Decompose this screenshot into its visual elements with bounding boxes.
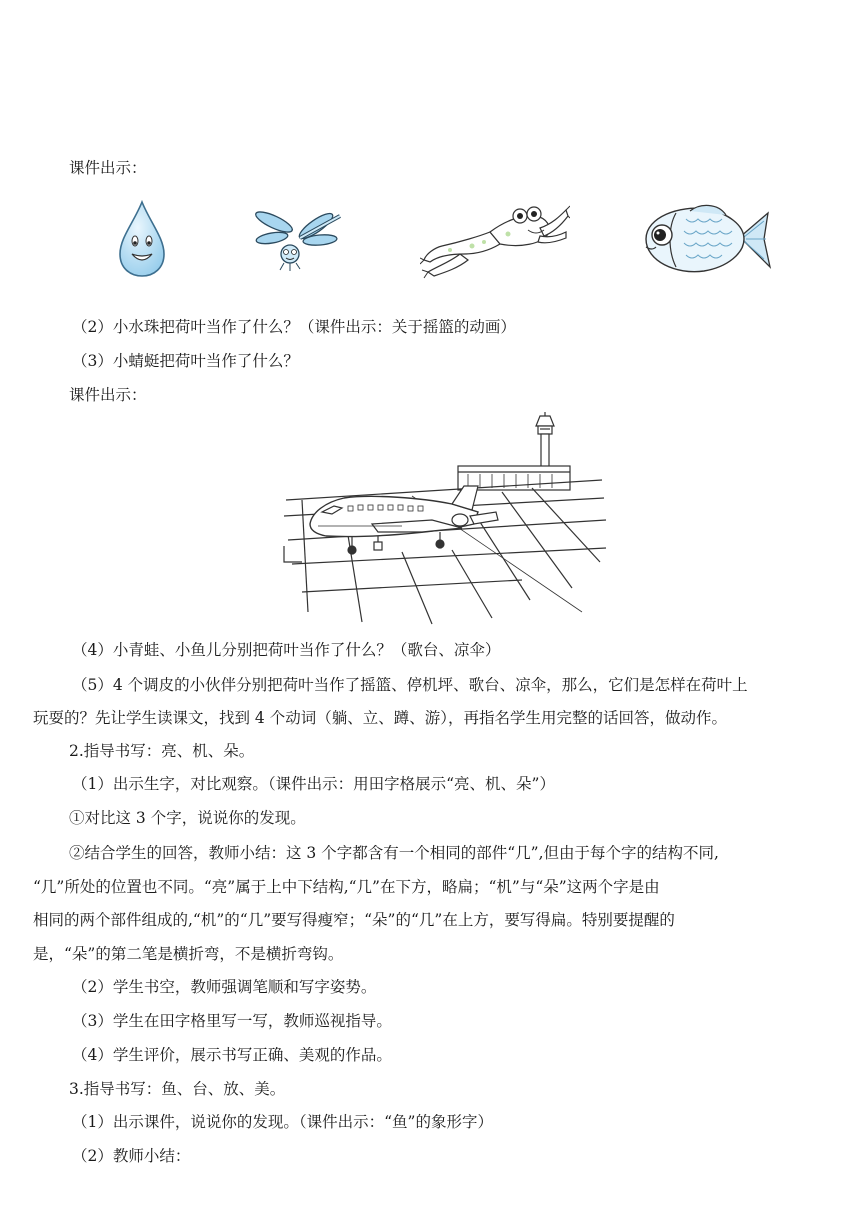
text-line: （1）出示课件，说说你的发现。（课件出示：“鱼”的象形字） [72,1113,493,1131]
fish-image [640,203,772,275]
text-line: ①对比这 3 个字，说说你的发现。 [69,809,306,827]
text-line: 玩耍的？先让学生读课文，找到 4 个动词（躺、立、蹲、游），再指名学生用完整的话回答，做动作。 [33,709,727,727]
text-line: 2.指导书写：亮、机、朵。 [69,742,255,760]
text-line: （2）教师小结： [72,1147,191,1165]
text-line: “几”所处的位置也不同。“亮”属于上中下结构,“几”在下方，略扁；“机”与“朵”这两个字是由 [33,878,660,896]
text-line: （2）学生书空，教师强调笔顺和写字姿势。 [72,978,377,996]
text-line: 课件出示： [69,159,147,177]
text-line: （3）小蜻蜓把荷叶当作了什么？ [72,352,299,370]
text-line: （4）小青蛙、小鱼儿分别把荷叶当作了什么？（歌台、凉伞） [72,641,501,659]
text-line: 3.指导书写：鱼、台、放、美。 [69,1080,286,1098]
text-line: （4）学生评价，展示书写正确、美观的作品。 [72,1046,392,1064]
water-drop-image [118,200,166,278]
text-line: 课件出示： [69,386,147,404]
airport-apron-image [282,412,608,626]
text-line: （2）小水珠把荷叶当作了什么？（课件出示：关于摇篮的动画） [72,318,516,336]
dragonfly-image [254,208,346,272]
text-line: （3）学生在田字格里写一写，教师巡视指导。 [72,1012,392,1030]
text-line: （1）出示生字，对比观察。（课件出示：用田字格展示“亮、机、朵”） [72,775,555,793]
text-line: ②结合学生的回答，教师小结：这 3 个字都含有一个相同的部件“几”,但由于每个字的结构不同, [69,844,719,862]
text-line: 相同的两个部件组成的,“机”的“几”要写得瘦窄；“朵”的“几”在上方，要写得扁。特别要提醒的 [33,911,675,929]
text-line: （5）4 个调皮的小伙伴分别把荷叶当作了摇篮、停机坪、歌台、凉伞，那么，它们是怎样在荷叶上 [72,676,748,694]
text-line: 是，“朵”的第二笔是横折弯，不是横折弯钩。 [33,945,344,963]
frog-image [420,202,570,280]
